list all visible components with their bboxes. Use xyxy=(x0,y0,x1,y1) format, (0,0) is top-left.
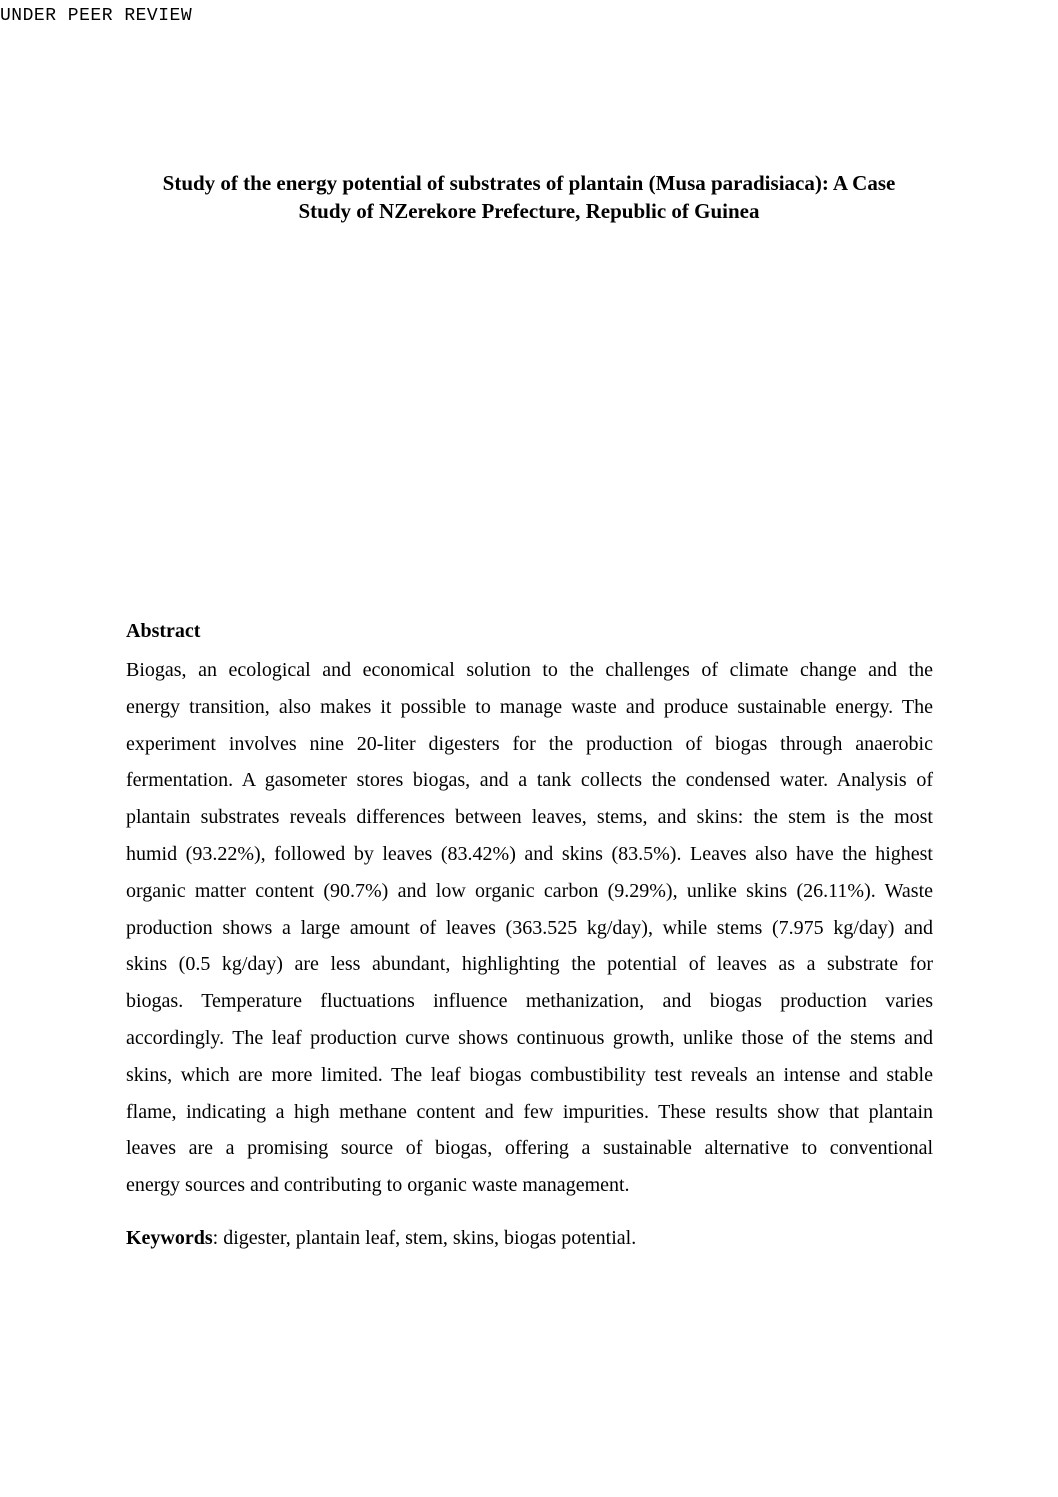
abstract-line: organic matter content (90.7%) and low organic carbon (9.29%), unlike skins (26.11%). Waste xyxy=(126,879,933,902)
abstract-line: humid (93.22%), followed by leaves (83.42%) and skins (83.5%). Leaves also have the highest xyxy=(126,842,933,865)
abstract-line: flame, indicating a high methane content and few impurities. These results show that plantain xyxy=(126,1100,933,1123)
abstract-line: production shows a large amount of leaves (363.525 kg/day), while stems (7.975 kg/day) and xyxy=(126,916,933,939)
abstract-line: accordingly. The leaf production curve shows continuous growth, unlike those of the stems and xyxy=(126,1026,933,1049)
paper-title-line-2: Study of NZerekore Prefecture, Republic of Guinea xyxy=(298,199,760,223)
paper-title-line-1: Study of the energy potential of substrates of plantain (Musa paradisiaca): A Case xyxy=(162,171,896,195)
paper-title xyxy=(118,169,940,225)
abstract-line: skins (0.5 kg/day) are less abundant, highlighting the potential of leaves as a substrate for xyxy=(126,953,933,976)
abstract-line: leaves are a promising source of biogas, offering a sustainable alternative to conventional xyxy=(126,1137,933,1160)
keywords-text: : digester, plantain leaf, stem, skins, biogas potential. xyxy=(212,1227,637,1249)
abstract-line: plantain substrates reveals differences between leaves, stems, and skins: the stem is the most xyxy=(126,806,933,829)
abstract-line: biogas. Temperature fluctuations influence methanization, and biogas production varies xyxy=(126,990,933,1013)
abstract-line: Biogas, an ecological and economical solution to the challenges of climate change and the xyxy=(126,659,933,681)
abstract-body xyxy=(126,652,933,1204)
keywords-label: Keywords xyxy=(126,1227,213,1249)
abstract-line: energy transition, also makes it possible to manage waste and produce sustainable energy. The xyxy=(126,695,933,718)
review-watermark: UNDER PEER REVIEW xyxy=(0,6,193,26)
abstract-line: skins, which are more limited. The leaf biogas combustibility test reveals an intense and stable xyxy=(126,1063,933,1086)
abstract-line: fermentation. A gasometer stores biogas, and a tank collects the condensed water. Analysis of xyxy=(126,769,933,792)
abstract-heading: Abstract xyxy=(126,620,201,642)
abstract-line: experiment involves nine 20-liter digesters for the production of biogas through anaerobic xyxy=(126,732,933,755)
abstract-line: energy sources and contributing to organic waste management. xyxy=(126,1174,630,1197)
keywords xyxy=(126,1224,636,1252)
